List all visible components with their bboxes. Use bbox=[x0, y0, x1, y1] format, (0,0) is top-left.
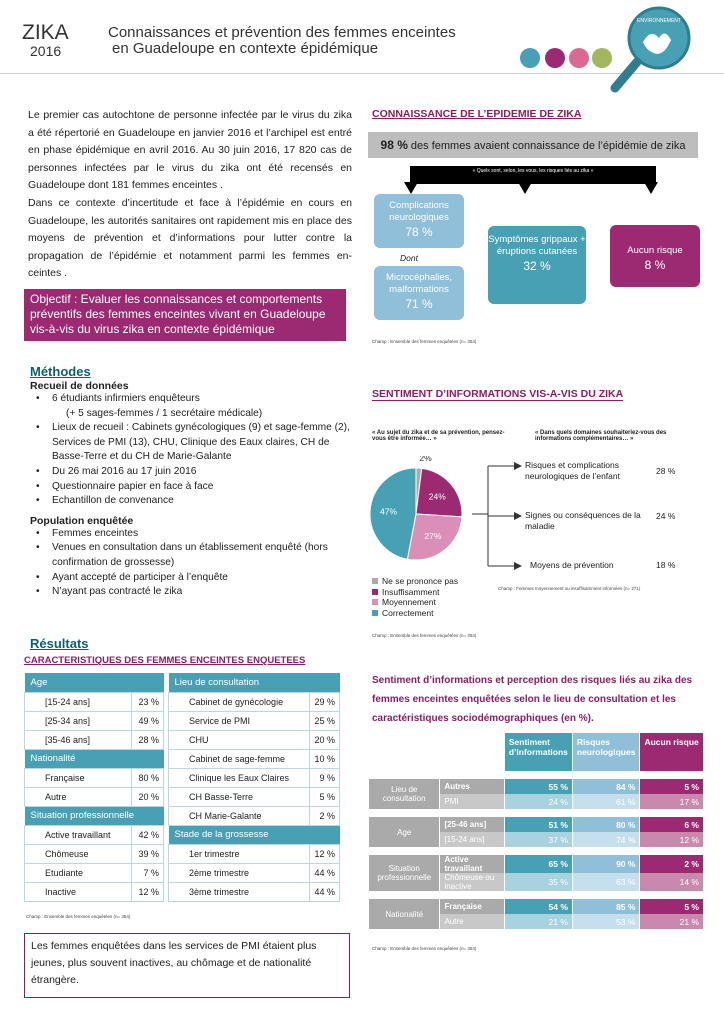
list-item: • N’ayant pas contracté le zika bbox=[30, 585, 360, 600]
table-cell-label: Etudiante bbox=[25, 863, 132, 882]
list-item: • Ayant accepté de participer à l’enquête bbox=[30, 571, 360, 586]
intro-paragraph-1: Le premier cas autochtone de personne infectée par le virus du zika a été répertorié en Guadeloupe en janvier 2016 et l’archipel est entré en phase épidémique en avril 2016. Au 30 juin 2016, 17 820 cas de personnes infectées par le virus du zika ont été recensés en Guadeloupe dont 181 femmes enceintes . bbox=[28, 109, 352, 192]
domain-value: 18 % bbox=[656, 560, 676, 570]
dont-label: Dont bbox=[400, 253, 418, 263]
population-title: Population enquêtée bbox=[30, 514, 134, 527]
legend-swatch bbox=[372, 610, 378, 616]
table-row bbox=[25, 768, 164, 787]
table-cell-value: 85 % bbox=[573, 899, 640, 914]
domain-value: 24 % bbox=[656, 511, 676, 521]
methods-title: Méthodes bbox=[30, 364, 91, 379]
table-cell-value: 90 % bbox=[573, 855, 640, 873]
table-row bbox=[25, 863, 164, 882]
table-row bbox=[25, 711, 164, 730]
bracket-arrows-icon bbox=[470, 456, 530, 576]
bubble-aucun-risque bbox=[610, 225, 700, 287]
color-dot bbox=[520, 48, 540, 68]
table-cell-label: Service de PMI bbox=[169, 711, 310, 730]
objective-box: Objectif : Evaluer les connaissances et comportements préventifs des femmes enceintes vivant en Guadeloupe vis-à-vis du virus zika en contexte épidémique bbox=[24, 289, 346, 341]
table-cell-label: Active travaillant bbox=[440, 855, 503, 873]
legend-item bbox=[372, 597, 458, 608]
legend-label: Correctement bbox=[382, 607, 434, 618]
table-cell-value: 7 % bbox=[132, 863, 164, 882]
methods-section bbox=[30, 364, 360, 600]
table-cell-value: 54 % bbox=[505, 899, 572, 914]
champ-note: Champ : Ensemble des femmes enquêtées (n= 354) bbox=[372, 946, 477, 951]
table-cell-value: 14 % bbox=[640, 873, 703, 891]
logo-text: ENVIRONNEMENT bbox=[637, 18, 681, 24]
list-item: (+ 5 sages-femmes / 1 secrétaire médicale) bbox=[66, 407, 263, 419]
row-group-label: Situation professionnelle bbox=[369, 855, 439, 891]
table-cell-value: 2 % bbox=[310, 806, 340, 825]
bubble-complications bbox=[374, 194, 464, 248]
table-row bbox=[369, 855, 703, 873]
table-row bbox=[169, 882, 340, 901]
table-cell-label: Clinique les Eaux Claires bbox=[169, 768, 310, 787]
table-cell-value: 53 % bbox=[573, 914, 640, 929]
table-cell-value: 44 % bbox=[310, 863, 340, 882]
table-cell-value: 80 % bbox=[132, 768, 164, 787]
table-cell-label: Active travaillant bbox=[25, 825, 132, 844]
table-row bbox=[25, 825, 164, 844]
legend-label: Ne se prononce pas bbox=[382, 576, 459, 586]
pie-legend bbox=[372, 576, 458, 618]
legend-item bbox=[372, 576, 458, 587]
table-cell-value: 84 % bbox=[573, 779, 640, 794]
table-cell-label: Française bbox=[25, 768, 132, 787]
table-cell-value: 35 % bbox=[505, 873, 572, 891]
banner-pct: 98 % bbox=[380, 138, 408, 152]
table-row bbox=[25, 692, 164, 711]
table-cell-label: [15-24 ans] bbox=[440, 832, 503, 847]
pie-value-label: 2% bbox=[419, 456, 432, 464]
conclusion-box: Les femmes enquêtées dans les services de PMI étaient plus jeunes, plus souvent inactives, au chômage et de nationalité étrangère. bbox=[24, 933, 350, 998]
knowledge-banner bbox=[368, 132, 698, 158]
recueil-title: Recueil de données bbox=[30, 380, 129, 392]
table-cell-value: 63 % bbox=[573, 873, 640, 891]
table-cell-value: 51 % bbox=[505, 817, 572, 832]
row-group-label: Lieu de consultation bbox=[369, 779, 439, 809]
table-cell-value: 21 % bbox=[505, 914, 572, 929]
legend-item bbox=[372, 587, 458, 598]
table-group-header: Nationalité bbox=[25, 749, 164, 768]
legend-item bbox=[372, 608, 458, 619]
bubble-pct: 8 % bbox=[644, 258, 666, 272]
table-cell-label: Autre bbox=[440, 914, 503, 929]
table-cell-label: 2ème trimestre bbox=[169, 863, 310, 882]
row-group-label: Nationalité bbox=[369, 899, 439, 929]
table-row bbox=[169, 844, 340, 863]
table-cell-label: Chômeuse bbox=[25, 844, 132, 863]
table-row bbox=[25, 730, 164, 749]
table-cell-label: Française bbox=[440, 899, 503, 914]
row-group-label: Age bbox=[369, 817, 439, 847]
table-cell-value: 12 % bbox=[132, 882, 164, 901]
color-dot bbox=[569, 48, 589, 68]
table-cell-value: 21 % bbox=[640, 914, 703, 929]
table-cell-value: 17 % bbox=[640, 794, 703, 809]
table-cell-value: 23 % bbox=[132, 692, 164, 711]
page-title bbox=[108, 25, 528, 57]
table-row bbox=[25, 844, 164, 863]
bubble-text: Aucun risque bbox=[627, 245, 683, 256]
perception-title: Sentiment d’informations et perception des risques liés au zika des femmes enceintes enquêtées selon le lieu de consultation et les caractéristiques sociodémographiques (en %). bbox=[372, 675, 693, 724]
list-item: • Venues en consultation dans un établissement enquêté (hors confirmation de grossesse) bbox=[30, 541, 360, 570]
pie-value-label: 24% bbox=[428, 491, 446, 502]
title-line-1: Connaissances et prévention des femmes enceintes bbox=[108, 24, 456, 41]
zika-title: ZIKA bbox=[22, 21, 69, 44]
color-dot bbox=[545, 48, 565, 68]
knowledge-title: CONNAISSANCE DE L’EPIDEMIE DE ZIKA bbox=[372, 108, 582, 120]
sentiment-title: SENTIMENT D’INFORMATIONS VIS-A-VIS DU ZIKA bbox=[372, 388, 624, 400]
legend-swatch bbox=[372, 589, 378, 595]
legend-swatch bbox=[372, 599, 378, 605]
table-cell-label: CH Basse-Terre bbox=[169, 787, 310, 806]
table-row bbox=[25, 882, 164, 901]
bubble-text: Microcéphalies, malformations bbox=[386, 272, 452, 295]
list-item: • Echantillon de convenance bbox=[30, 494, 360, 509]
table-cell-value: 28 % bbox=[132, 730, 164, 749]
table-cell-value: 9 % bbox=[310, 768, 340, 787]
table-cell-label: [25-34 ans] bbox=[25, 711, 132, 730]
bubble-pct: 78 % bbox=[405, 225, 433, 239]
table-cell-label: 1er trimestre bbox=[169, 844, 310, 863]
question-1: « Au sujet du zika et de sa prévention, pensez-vous être informée… » bbox=[372, 430, 505, 442]
list-item: • 6 étudiants infirmiers enquêteurs bbox=[30, 392, 360, 407]
table-cell-value: 37 % bbox=[505, 832, 572, 847]
table-cell-value: 12 % bbox=[310, 844, 340, 863]
bubble-text: Complications neurologiques bbox=[389, 200, 449, 223]
table-cell-label: Cabinet de gynécologie bbox=[169, 692, 310, 711]
table-cell-value: 20 % bbox=[132, 787, 164, 806]
table-cell-value: 44 % bbox=[310, 882, 340, 901]
champ-note: Champ : Ensemble des femmes enquêtées (n= 354) bbox=[372, 633, 477, 638]
table-cell-value: 49 % bbox=[132, 711, 164, 730]
table-group-header: Stade de la grossesse bbox=[169, 825, 340, 844]
table-row bbox=[169, 692, 340, 711]
bubble-text: Symptômes grippaux + éruptions cutanées bbox=[488, 234, 586, 257]
table-cell-label: 3ème trimestre bbox=[169, 882, 310, 901]
table-cell-value: 80 % bbox=[573, 817, 640, 832]
champ-note: Champ : Ensemble des femmes enquêtées (n= 354) bbox=[26, 914, 131, 919]
table-cell-label: Autres bbox=[440, 779, 503, 794]
table-cell-label: [25-46 ans] bbox=[440, 817, 503, 832]
column-header: Aucun risque bbox=[640, 733, 703, 771]
table-cell-value: 5 % bbox=[640, 779, 703, 794]
table-cell-value: 20 % bbox=[310, 730, 340, 749]
table-row bbox=[369, 899, 703, 914]
left-char-table bbox=[24, 673, 164, 902]
magnifier-logo-icon bbox=[603, 2, 715, 98]
pie-value-label: 27% bbox=[424, 530, 442, 541]
table-cell-value: 39 % bbox=[132, 844, 164, 863]
year: 2016 bbox=[30, 43, 62, 59]
champ-note: Champ : Femmes moyennement ou insuffisamment informées (n= 271) bbox=[498, 586, 641, 591]
legend-label: Insuffisamment bbox=[382, 586, 440, 597]
legend-swatch bbox=[372, 578, 378, 584]
table-cell-value: 29 % bbox=[310, 692, 340, 711]
table-cell-value: 74 % bbox=[573, 832, 640, 847]
table-cell-value: 10 % bbox=[310, 749, 340, 768]
table-cell-value: 12 % bbox=[640, 832, 703, 847]
table-row bbox=[169, 730, 340, 749]
risk-question: « Quels sont, selon, les vous, les risques liés au zika » bbox=[472, 168, 594, 174]
table-cell-value: 24 % bbox=[505, 794, 572, 809]
table-cell-value: 65 % bbox=[505, 855, 572, 873]
column-header: Risques neurologiques bbox=[573, 733, 640, 771]
table-cell-label: [15-24 ans] bbox=[25, 692, 132, 711]
table-group-header: Age bbox=[25, 673, 164, 692]
table-cell-value: 25 % bbox=[310, 711, 340, 730]
domain-label: Risques et complications neurologiques de l’enfant bbox=[525, 460, 620, 481]
bubble-pct: 71 % bbox=[405, 297, 433, 311]
table-cell-label: CHU bbox=[169, 730, 310, 749]
bubble-symptomes bbox=[488, 226, 586, 304]
table-cell-label: Chômeuse ou inactive bbox=[440, 873, 503, 891]
domain-value: 28 % bbox=[656, 466, 676, 476]
table-group-header: Situation professionnelle bbox=[25, 806, 164, 825]
table-row bbox=[25, 787, 164, 806]
table-row bbox=[369, 779, 703, 794]
pie-value-label: 47% bbox=[380, 506, 398, 517]
table-row bbox=[169, 711, 340, 730]
table-cell-value: 42 % bbox=[132, 825, 164, 844]
table-cell-value: 5 % bbox=[310, 787, 340, 806]
intro-text bbox=[28, 107, 352, 283]
table-row bbox=[169, 768, 340, 787]
table-row bbox=[369, 817, 703, 832]
domain-label: Signes ou conséquences de la maladie bbox=[525, 510, 641, 531]
table-cell-value: 55 % bbox=[505, 779, 572, 794]
table-cell-label: Autre bbox=[25, 787, 132, 806]
list-item: • Lieux de recueil : Cabinets gynécologiques (9) et sage-femme (2), Services de PMI (13), CHU, Clinique des Eaux claires, CH de Basse-Terre et du CH de Marie-Galante bbox=[30, 421, 360, 465]
table-cell-value: 2 % bbox=[640, 855, 703, 873]
table-cell-label: Cabinet de sage-femme bbox=[169, 749, 310, 768]
bubble-microcephalies bbox=[374, 266, 464, 320]
table-cell-label: [35-46 ans] bbox=[25, 730, 132, 749]
intro-paragraph-2: Dans ce contexte d’incertitude et face à l’épidémie en cours en Guadeloupe, les autorités sanitaires ont rapidement mis en place des moyens de prévention et d’informations pour lutter contre la propagation de l’épidémie et notamment parmi les femmes en-ceintes . bbox=[28, 196, 352, 280]
table-cell-value: 61 % bbox=[573, 794, 640, 809]
column-header: Sentiment d’informations bbox=[505, 733, 572, 771]
legend-label: Moyennement bbox=[382, 597, 436, 607]
champ-note: Champ : Ensemble des femmes enquêtées (n= 354) bbox=[372, 339, 477, 344]
list-item: • Femmes enceintes bbox=[30, 527, 360, 542]
pie-chart bbox=[366, 456, 476, 576]
list-item: • Du 26 mai 2016 au 17 juin 2016 bbox=[30, 465, 360, 480]
list-item: • Questionnaire papier en face à face bbox=[30, 480, 360, 495]
title-line-2: en Guadeloupe en contexte épidémique bbox=[112, 40, 379, 57]
table-row bbox=[169, 806, 340, 825]
bubble-pct: 32 % bbox=[523, 259, 551, 273]
table-cell-label: PMI bbox=[440, 794, 503, 809]
banner-text: des femmes avaient connaissance de l’épidémie de zika bbox=[407, 140, 686, 152]
table-row bbox=[169, 863, 340, 882]
results-subtitle: CARACTERISTIQUES DES FEMMES ENCEINTES ENQUETEES bbox=[24, 655, 306, 666]
domain-label: Moyens de prévention bbox=[530, 560, 614, 570]
question-2: « Dans quels domaines souhaiteriez-vous des informations complémentaires… » bbox=[535, 430, 667, 442]
table-row bbox=[169, 787, 340, 806]
table-cell-label: CH Marie-Galante bbox=[169, 806, 310, 825]
table-cell-value: 5 % bbox=[640, 899, 703, 914]
table-group-header: Lieu de consultation bbox=[169, 673, 340, 692]
results-title: Résultats bbox=[30, 636, 89, 651]
table-row bbox=[169, 749, 340, 768]
perception-table bbox=[368, 733, 704, 929]
table-cell-value: 6 % bbox=[640, 817, 703, 832]
right-char-table bbox=[168, 673, 340, 902]
table-cell-label: Inactive bbox=[25, 882, 132, 901]
